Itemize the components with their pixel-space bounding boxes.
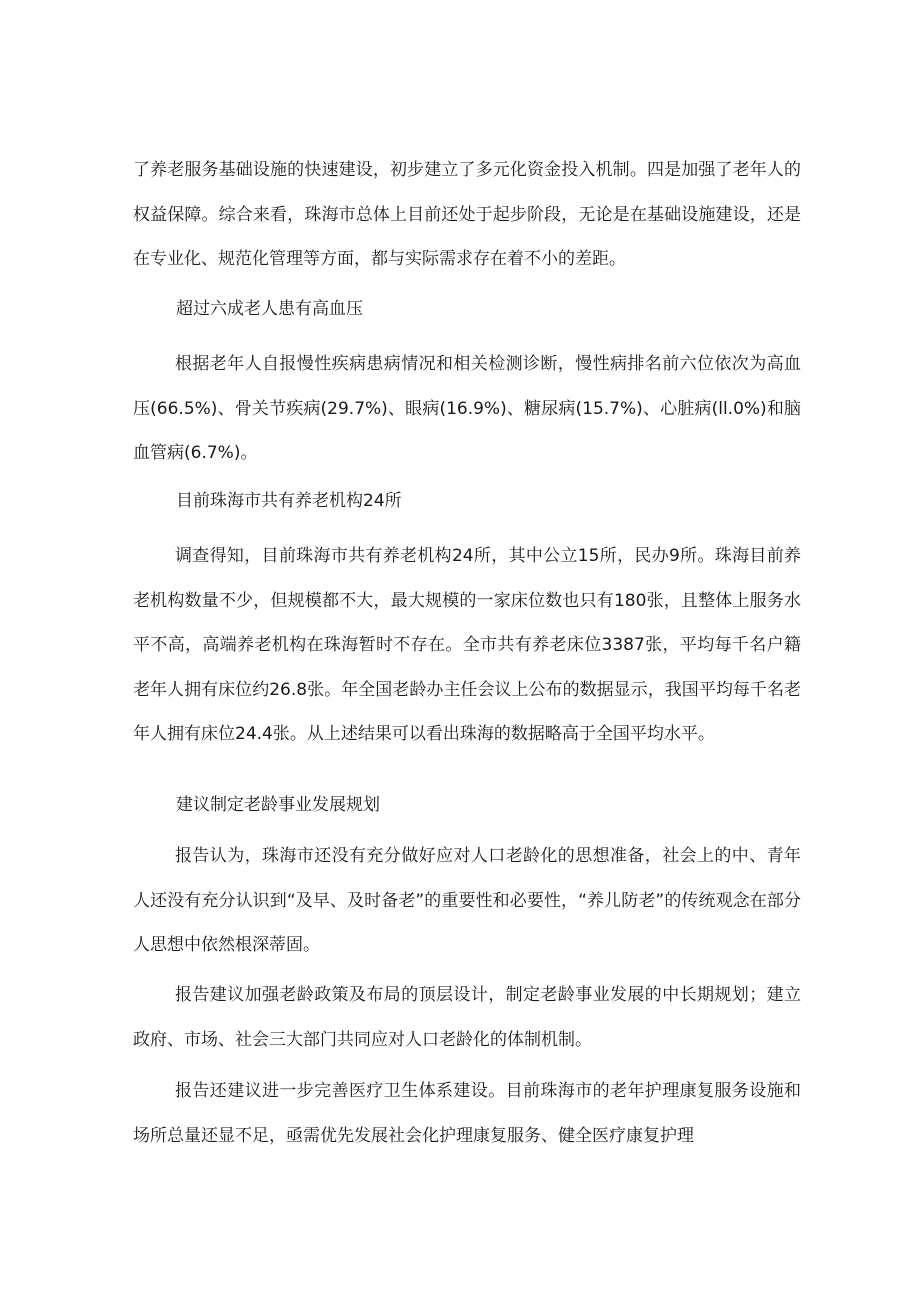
section-heading-care-institutions: 目前珠海市共有养老机构24所 [176, 491, 402, 511]
paragraph-report-findings: 报告认为，珠海市还没有充分做好应对人口老龄化的思想准备，社会上的中、青年人还没有充分认识到“及早、及时备老”的重要性和必要性，“养儿防老”的传统观念在部分人思想中依然根深蒂固。 [133, 846, 801, 955]
paragraph-healthcare-suggestion: 报告还建议进一步完善医疗卫生体系建设。目前珠海市的老年护理康复服务设施和场所总量还显不足，亟需优先发展社会化护理康复服务、健全医疗康复护理 [133, 1081, 801, 1146]
paragraph-chronic-diseases: 根据老年人自报慢性疾病患病情况和相关检测诊断，慢性病排名前六位依次为高血压(66.5%)、骨关节疾病(29.7%)、眼病(16.9%)、糖尿病(15.7%)、心脏病(ll.0%)和脑血管病(6.7%)。 [133, 354, 801, 463]
section-heading-planning: 建议制定老龄事业发展规划 [176, 795, 380, 815]
paragraph-policy-suggestion: 报告建议加强老龄政策及布局的顶层设计，制定老龄事业发展的中长期规划；建立政府、市场、社会三大部门共同应对人口老龄化的体制机制。 [133, 985, 801, 1050]
paragraph-infrastructure-summary: 了养老服务基础设施的快速建设，初步建立了多元化资金投入机制。四是加强了老年人的权益保障。综合来看，珠海市总体上目前还处于起步阶段，无论是在基础设施建设，还是在专业化、规范化管理等方面，都与实际需求存在着不小的差距。 [133, 160, 801, 269]
paragraph-care-institutions: 调查得知，目前珠海市共有养老机构24所，其中公立15所，民办9所。珠海目前养老机构数量不少，但规模都不大，最大规模的一家床位数也只有180张，且整体上服务水平不高，高端养老机构在珠海暂时不存在。全市共有养老床位3387张，平均每千名户籍老年人拥有床位约26.8张。年全国老龄办主任会议上公布的数据显示，我国平均每千名老年人拥有床位24.4张。从上述结果可以看出珠海的数据略高于全国平均水平。 [133, 546, 801, 744]
section-heading-hypertension: 超过六成老人患有高血压 [176, 299, 363, 319]
